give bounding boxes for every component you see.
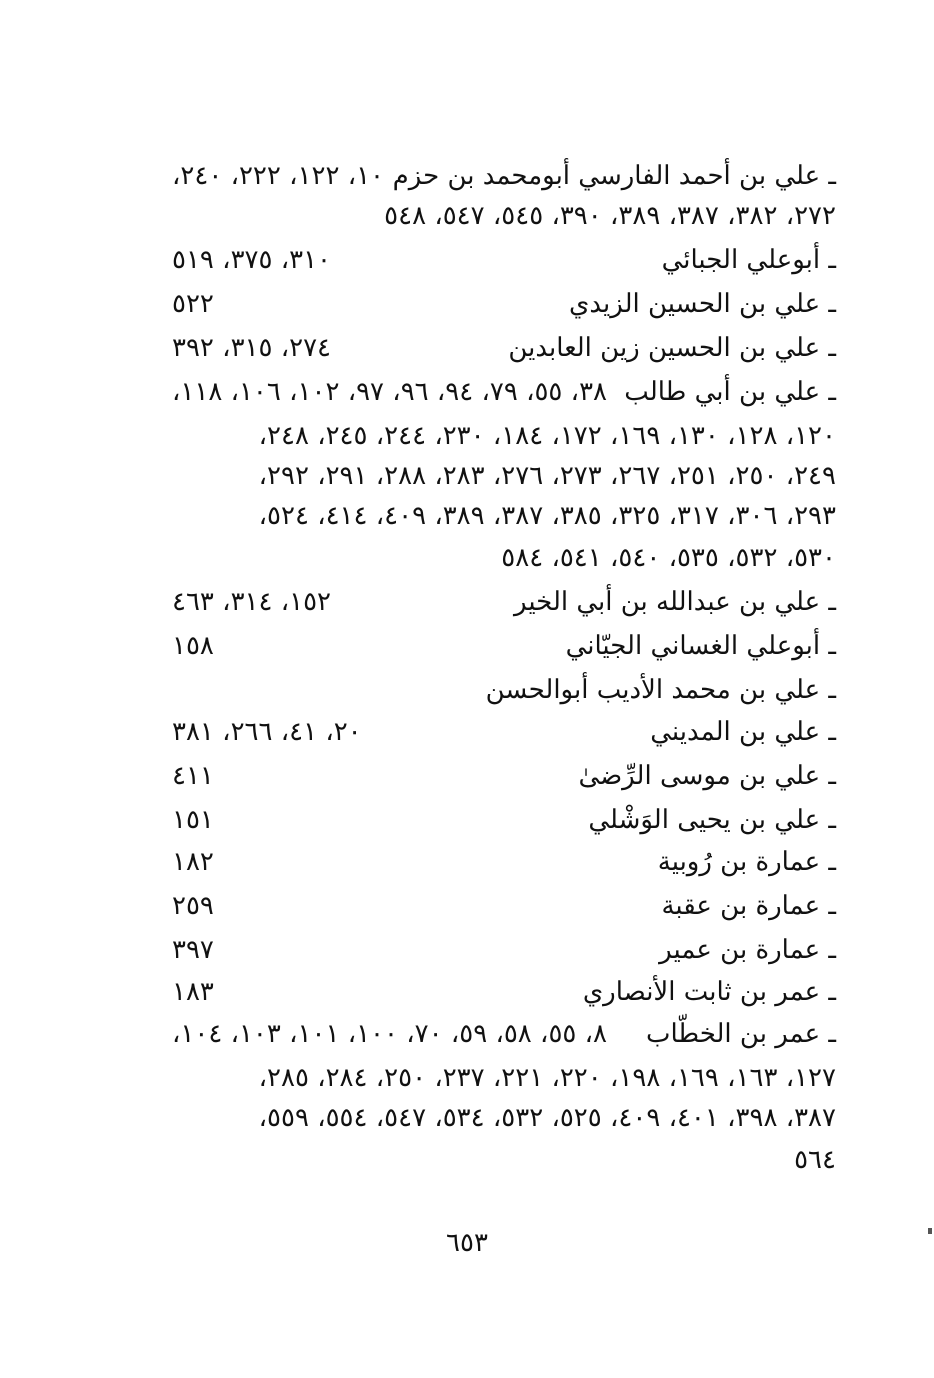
entry-name: ـ علي بن الحسين زين العابدين (508, 333, 836, 363)
entry-pages: ١٨٢ (172, 847, 214, 877)
index-entry (172, 372, 836, 412)
entry-pages: ٤١١ (172, 761, 214, 791)
entry-name: ـ أبوعلي الغساني الجيّاني (565, 631, 836, 661)
index-entry-continuation (172, 538, 836, 578)
entry-pages: ٣١٠، ٣٧٥، ٥١٩ (172, 245, 332, 275)
entry-name: ـ أبوعلي الجبائي (661, 245, 836, 275)
index-entry-continuation (172, 196, 836, 236)
entry-pages: ٣٨، ٥٥، ٧٩، ٩٤، ٩٦، ٩٧، ١٠٢، ١٠٦، ١١٨، (172, 377, 607, 407)
entry-name: ـ علي بن موسى الرِّضىٰ (578, 761, 836, 791)
entry-name: ـ عمارة بن عمير (659, 935, 836, 965)
index-entry (172, 1014, 836, 1054)
entry-name: ـ علي بن محمد الأديب أبوالحسن (485, 675, 836, 705)
entry-name: ـ عمر بن ثابت الأنصاري (582, 977, 836, 1007)
entry-name: ـ علي بن أحمد الفارسي أبومحمد بن حزم (392, 161, 836, 191)
entry-pages: ١٨٣ (172, 977, 214, 1007)
entry-pages: ٥٢٢ (172, 289, 214, 319)
index-entry-continuation (172, 1140, 836, 1180)
entry-name: ـ عمارة بن رُوبية (657, 847, 836, 877)
entry-name: ـ عمارة بن عقبة (661, 891, 836, 921)
index-entry (172, 972, 836, 1012)
entry-pages: ٢٥٩ (172, 891, 214, 921)
entry-pages: ١٥٢، ٣١٤، ٤٦٣ (172, 587, 332, 617)
index-entry (172, 886, 836, 926)
index-entry (172, 712, 836, 752)
entry-name: ـ علي بن المديني (650, 717, 836, 747)
entry-pages: ٣٩٧ (172, 935, 214, 965)
entry-name: ـ علي بن يحيى الوَشْلي (588, 805, 836, 835)
margin-mark (928, 1228, 932, 1234)
entry-pages: ٢٠، ٤١، ٢٦٦، ٣٨١ (172, 717, 362, 747)
entry-pages-continued: ١٢٧، ١٦٣، ١٦٩، ١٩٨، ٢٢٠، ٢٢١، ٢٣٧، ٢٥٠، ٢٨٤، ٢٨٥، (258, 1063, 836, 1093)
index-entry (172, 930, 836, 970)
index-entry (172, 800, 836, 840)
index-entry-continuation (172, 496, 836, 536)
entry-pages: ٨، ٥٥، ٥٨، ٥٩، ٧٠، ١٠٠، ١٠١، ١٠٣، ١٠٤، (172, 1019, 607, 1049)
entry-pages-continued: ٢٧٢، ٣٨٢، ٣٨٧، ٣٨٩، ٣٩٠، ٥٤٥، ٥٤٧، ٥٤٨ (384, 201, 836, 231)
entry-pages-continued: ١٢٠، ١٢٨، ١٣٠، ١٦٩، ١٧٢، ١٨٤، ٢٣٠، ٢٤٤، ٢٤٥، ٢٤٨، (258, 421, 836, 451)
index-entry (172, 842, 836, 882)
index-entry-continuation (172, 1098, 836, 1138)
entry-pages-continued: ٣٨٧، ٣٩٨، ٤٠١، ٤٠٩، ٥٢٥، ٥٣٢، ٥٣٤، ٥٤٧، ٥٥٤، ٥٥٩، (258, 1103, 836, 1133)
entry-pages: ١٠، ١٢٢، ٢٢٢، ٢٤٠، (172, 161, 385, 191)
index-entry-continuation (172, 1058, 836, 1098)
index-entry (172, 284, 836, 324)
index-entry-continuation (172, 456, 836, 496)
index-entry (172, 626, 836, 666)
index-entry-continuation (172, 416, 836, 456)
index-entry (172, 582, 836, 622)
index-entry (172, 156, 836, 196)
entry-name: ـ علي بن أبي طالب (624, 377, 836, 407)
page-number: ٦٥٣ (446, 1228, 488, 1258)
entry-pages-continued: ٥٦٤ (794, 1145, 836, 1175)
index-entry (172, 756, 836, 796)
entry-pages: ١٥٨ (172, 631, 214, 661)
entry-name: ـ علي بن عبدالله بن أبي الخير (513, 587, 836, 617)
entry-name: ـ عمر بن الخطّاب (646, 1019, 836, 1049)
index-entry (172, 328, 836, 368)
entry-pages: ٢٧٤، ٣١٥، ٣٩٢ (172, 333, 332, 363)
entry-name: ـ علي بن الحسين الزيدي (569, 289, 836, 319)
entry-pages-continued: ٢٩٣، ٣٠٦، ٣١٧، ٣٢٥، ٣٨٥، ٣٨٧، ٣٨٩، ٤٠٩، ٤١٤، ٥٢٤، (258, 501, 836, 531)
index-entry (172, 670, 836, 710)
entry-pages: ١٥١ (172, 805, 214, 835)
index-entry (172, 240, 836, 280)
entry-pages-continued: ٥٣٠، ٥٣٢، ٥٣٥، ٥٤٠، ٥٤١، ٥٨٤ (501, 543, 836, 573)
entry-pages-continued: ٢٤٩، ٢٥٠، ٢٥١، ٢٦٧، ٢٧٣، ٢٧٦، ٢٨٣، ٢٨٨، ٢٩١، ٢٩٢، (258, 461, 836, 491)
